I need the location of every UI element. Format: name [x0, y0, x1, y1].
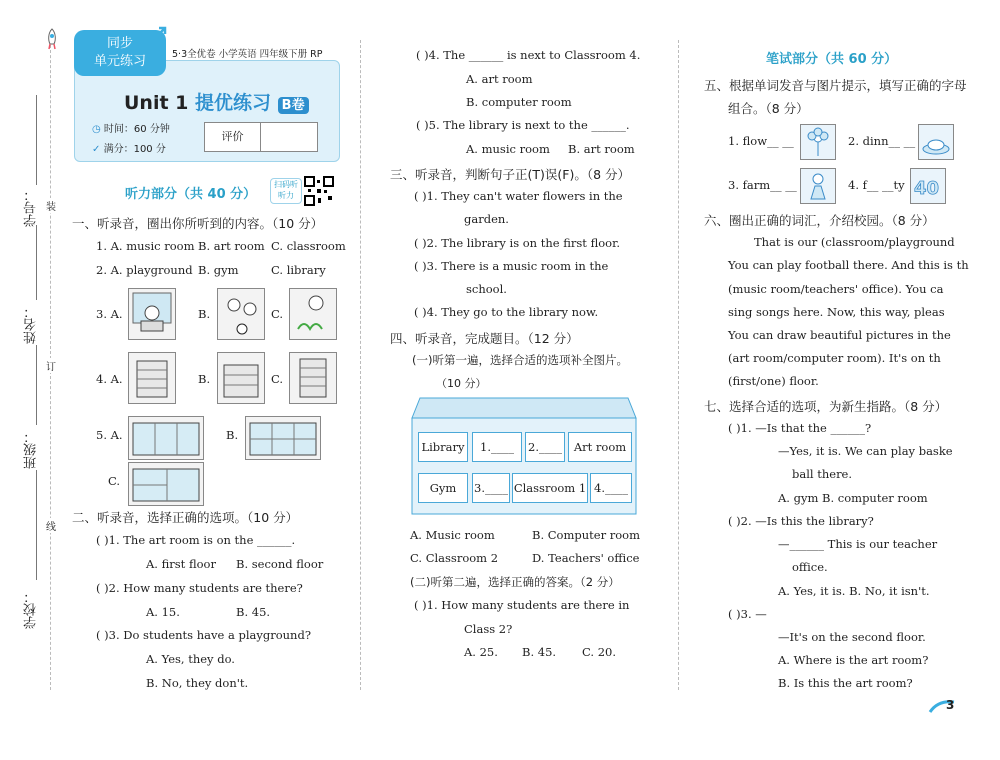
s7-q3-answer: —It's on the second floor.	[778, 630, 926, 644]
s1-q3-a: 3. A.	[96, 307, 123, 321]
s2-q2: ( )2. How many students are there?	[96, 581, 303, 595]
time-info	[92, 120, 170, 135]
s2-q3-a: A. Yes, they do.	[146, 652, 235, 666]
s1-q4-c: C.	[271, 372, 284, 386]
school-map-c-picture	[128, 462, 204, 506]
school-label: 学校：	[24, 590, 39, 629]
s2-q1-a: A. first floor	[146, 557, 216, 571]
s7-q3: ( )3. —	[728, 607, 767, 621]
qr-code-icon[interactable]	[304, 176, 334, 206]
m-q4: ( )4. The ______ is next to Classroom 4.	[416, 48, 641, 62]
s3-q1-cont: garden.	[464, 212, 509, 226]
score-text: 满分：100 分	[103, 144, 166, 155]
girl-reading-picture	[128, 288, 176, 340]
s1-q2-b: B. gym	[198, 263, 239, 277]
s4-q1: ( )1. How many students are there in	[414, 598, 630, 612]
s1-q4-a: 4. A.	[96, 372, 123, 386]
section3-title: 三、听录音，判断句子正(T)误(F)。（8 分）	[390, 167, 631, 182]
boys-football-picture	[217, 288, 265, 340]
name-label: 姓名：	[24, 305, 39, 344]
s4-option-b: B. Computer room	[532, 528, 640, 542]
unit-number: Unit 1	[124, 92, 189, 114]
s7-q1-options: A. gym B. computer room	[778, 491, 928, 505]
unit-title	[124, 88, 309, 115]
building-b-picture	[217, 352, 265, 404]
s7-q3-option-b: B. Is this the art room?	[778, 676, 913, 690]
s1-q3-c: C.	[271, 307, 284, 321]
s4-option-a: A. Music room	[410, 528, 495, 542]
s4-option-c: C. Classroom 2	[410, 551, 499, 565]
evaluation-box	[204, 122, 318, 152]
rocket-icon	[44, 28, 60, 54]
s6-line-1: That is our (classroom/playground	[754, 235, 955, 249]
s1-q3-b: B.	[198, 307, 211, 321]
s7-q1-answer: —Yes, it is. We can play baske	[778, 444, 953, 458]
column-divider-1	[360, 40, 361, 690]
s5-word-4: 4. f__ __ty	[848, 178, 905, 192]
m-q4-a: A. art room	[466, 72, 533, 86]
section5-title-cont: 组合。（8 分）	[728, 101, 809, 116]
s7-q3-option-a: A. Where is the art room?	[778, 653, 929, 667]
s7-q1-answer-cont: ball there.	[792, 467, 853, 481]
building-c-picture	[289, 352, 337, 404]
s4-q1-opt-c: C. 20.	[582, 645, 616, 659]
s4-q1-opt-a: A. 25.	[464, 645, 498, 659]
section6-title: 六、圈出正确的词汇，介绍校园。（8 分）	[704, 213, 935, 228]
s1-q4-b: B.	[198, 372, 211, 386]
s6-line-6: (art room/computer room). It's on th	[728, 351, 941, 365]
s7-q2-options: A. Yes, it is. B. No, it isn't.	[778, 584, 930, 598]
page-number: 3	[946, 698, 955, 712]
s6-line-3: (music room/teachers' office). You ca	[728, 282, 944, 296]
rocket-deco-icon	[145, 24, 169, 52]
s7-q2: ( )2. —Is this the library?	[728, 514, 874, 528]
listening-title: 听力部分（共 40 分）	[125, 187, 257, 202]
school-map-a-picture	[128, 416, 204, 460]
s6-line-5: You can draw beautiful pictures in the	[728, 328, 951, 342]
room-art-room: Art room	[568, 432, 632, 462]
s4-sub1-title: (一)听第一遍，选择合适的选项补全图片。	[412, 353, 628, 367]
s2-q3: ( )3. Do students have a playground?	[96, 628, 311, 642]
m-q5-a: A. music room	[466, 142, 550, 156]
s1-q2-a: 2. A. playground	[96, 263, 193, 277]
s4-sub2-title: (二)听第二遍，选择正确的答案。（2 分）	[410, 575, 620, 589]
section7-title: 七、选择合适的选项，为新生指路。（8 分）	[704, 399, 948, 414]
girl-watering-picture	[289, 288, 337, 340]
badge-line-1: 同步	[106, 36, 133, 51]
book-series-label: 5·3全优卷 小学英语 四年级下册 RP	[172, 49, 323, 60]
s3-q2: ( )2. The library is on the first floor.	[414, 236, 620, 250]
clock-icon: ◷	[92, 124, 101, 135]
s2-q1-b: B. second floor	[236, 557, 324, 571]
room-blank-3: 3.____	[472, 473, 510, 503]
room-blank-1: 1.____	[472, 432, 522, 462]
s3-q3-cont: school.	[466, 282, 507, 296]
school-blank-line	[36, 470, 37, 580]
school-map-b-picture	[245, 416, 321, 460]
s6-line-7: (first/one) floor.	[728, 374, 819, 388]
section5-title: 五、根据单词发音与图片提示，填写正确的字母	[704, 78, 967, 93]
binding-mark-1: 装	[46, 198, 56, 213]
room-blank-4: 4.____	[590, 473, 632, 503]
room-blank-2: 2.____	[525, 432, 565, 462]
s5-word-3: 3. farm__ __	[728, 178, 797, 192]
s2-q3-b: B. No, they don't.	[146, 676, 249, 690]
s1-q5-c: C.	[108, 474, 121, 488]
class-blank-line	[36, 345, 37, 425]
s1-q5-a: 5. A.	[96, 428, 123, 442]
section4-title: 四、听录音，完成题目。（12 分）	[390, 331, 579, 346]
s1-q5-b: B.	[226, 428, 239, 442]
room-gym: Gym	[418, 473, 468, 503]
number-forty-picture	[910, 168, 946, 204]
s7-q1: ( )1. —Is that the ______?	[728, 421, 872, 435]
m-q5-b: B. art room	[568, 142, 635, 156]
score-info	[92, 140, 166, 155]
s6-line-4: sing songs here. Now, this way, pleas	[728, 305, 945, 319]
s5-word-1: 1. flow__ __	[728, 134, 794, 148]
s3-q4: ( )4. They go to the library now.	[414, 305, 599, 319]
s7-q2-answer: —______ This is our teacher	[778, 537, 938, 551]
s5-word-2: 2. dinn__ __	[848, 134, 916, 148]
badge-line-2: 单元练习	[93, 54, 146, 69]
dinner-picture	[918, 124, 954, 160]
id-blank-line	[36, 95, 37, 185]
svg-text:40: 40	[914, 178, 940, 199]
volume-badge: B卷	[278, 97, 309, 114]
check-icon: ✓	[92, 144, 101, 155]
scan-hint: 扫码听听力	[270, 178, 302, 204]
s1-q1-c: C. classroom	[271, 239, 346, 253]
s2-q1: ( )1. The art room is on the ______.	[96, 533, 296, 547]
s7-q2-answer-cont: office.	[792, 560, 828, 574]
s3-q1: ( )1. They can't water flowers in the	[414, 189, 623, 203]
building-a-picture	[128, 352, 176, 404]
evaluation-label: 评价	[205, 123, 261, 151]
s6-line-2: You can play football there. And this is th	[728, 258, 969, 272]
room-library: Library	[418, 432, 468, 462]
name-blank-line	[36, 225, 37, 300]
s1-q1-b: B. art room	[198, 239, 265, 253]
s1-q2-c: C. library	[271, 263, 326, 277]
page-number-badge	[928, 698, 958, 716]
s4-sub1-score: （10 分）	[436, 377, 487, 390]
s3-q3: ( )3. There is a music room in the	[414, 259, 609, 273]
written-title: 笔试部分（共 60 分）	[766, 52, 898, 67]
title-highlight: 提优练习	[195, 92, 272, 114]
s2-q2-a: A. 15.	[146, 605, 180, 619]
s4-q1-cont: Class 2?	[464, 622, 513, 636]
id-label: 学号：	[24, 188, 39, 227]
section1-title: 一、听录音，圈出你所听到的内容。（10 分）	[72, 216, 324, 231]
class-label: 班级：	[24, 430, 39, 469]
binding-mark-2: 订	[46, 358, 56, 373]
column-divider-2	[678, 40, 679, 690]
s4-q1-opt-b: B. 45.	[522, 645, 557, 659]
m-q5: ( )5. The library is next to the ______.	[416, 118, 630, 132]
time-text: 时间：60 分钟	[103, 124, 170, 135]
s4-option-d: D. Teachers' office	[532, 551, 640, 565]
room-classroom-1: Classroom 1	[512, 473, 588, 503]
flower-picture	[800, 124, 836, 160]
section2-title: 二、听录音，选择正确的选项。（10 分）	[72, 510, 299, 525]
binding-mark-3: 线	[46, 518, 56, 533]
s1-q1-a: 1. A. music room	[96, 239, 195, 253]
m-q4-b: B. computer room	[466, 95, 572, 109]
farmer-picture	[800, 168, 836, 204]
s2-q2-b: B. 45.	[236, 605, 271, 619]
